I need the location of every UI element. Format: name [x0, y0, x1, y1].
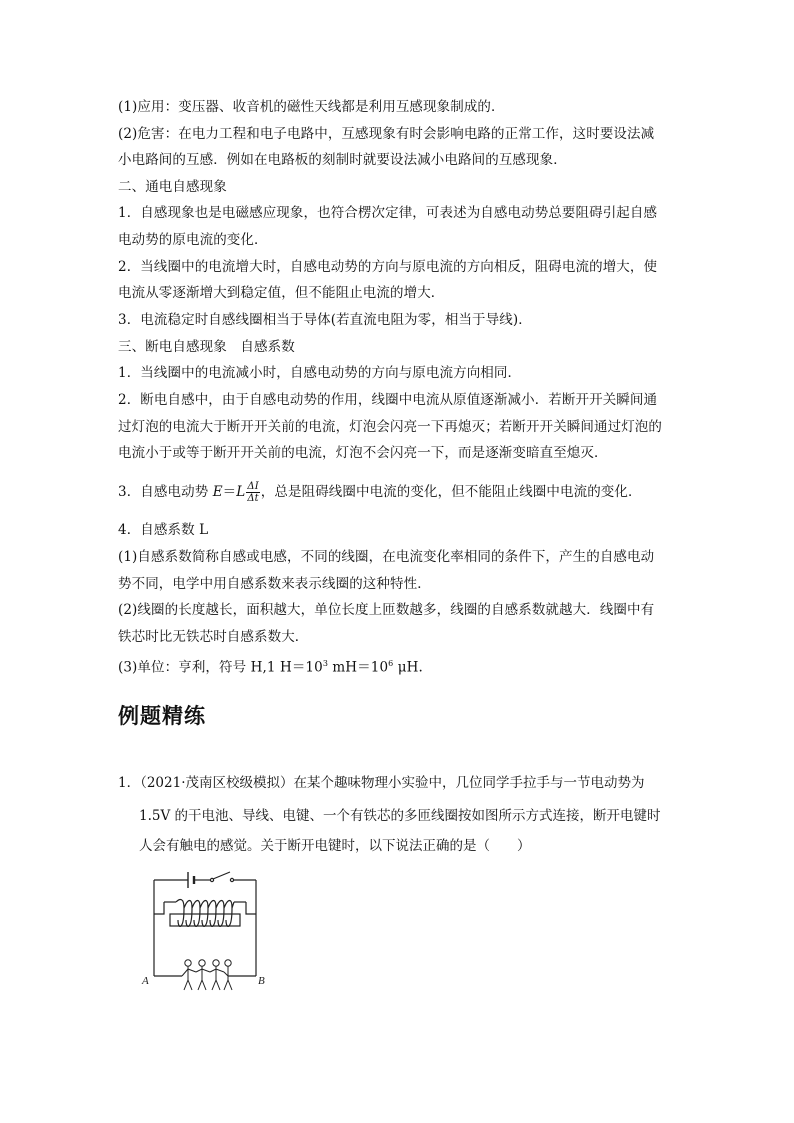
circuit-diagram	[140, 868, 270, 993]
fraction-denominator: Δt	[247, 493, 259, 504]
people-figures	[182, 960, 232, 990]
label-b: B	[258, 975, 265, 987]
unit-text-c: μH.	[393, 659, 423, 676]
unit-line	[118, 654, 423, 678]
section-subheading: 二、通电自感现象	[118, 179, 227, 195]
text-line: 铁芯时比无铁芯时自感系数大．	[118, 629, 309, 645]
text-line: 过灯泡的电流大于断开开关前的电流，灯泡会闪亮一下再熄灭；若断开开关瞬间通过灯泡的	[118, 419, 662, 435]
label-a: A	[142, 975, 149, 987]
formula-prefix: 3．自感电动势	[118, 484, 213, 500]
formula-suffix: ，总是阻碍线圈中电流的变化，但不能阻止线圈中电流的变化．	[260, 484, 642, 500]
text-line: 2．断电自感中，由于自感电动势的作用，线圈中电流从原值逐渐减小．若断开开关瞬间通	[118, 392, 658, 408]
question-line: 1．（2021·茂南区校级模拟）在某个趣味物理小实验中，几位同学手拉手与一节电动势为	[118, 775, 645, 791]
switch-contact	[230, 878, 233, 881]
formula-l: L	[236, 484, 246, 500]
section-subheading: 4．自感系数 L	[118, 522, 209, 538]
wire-coil-left	[154, 902, 164, 914]
text-line: (2)线圈的长度越长，面积越大，单位长度上匝数越多，线圈的自感系数就越大．线圈中有	[118, 602, 655, 618]
formula-line	[118, 481, 642, 504]
text-line: 电流从零逐渐增大到稳定值，但不能阻止电流的增大．	[118, 285, 445, 301]
section-subheading: 三、断电自感现象 自感系数	[118, 339, 295, 355]
text-line: (1)应用：变压器、收音机的磁性天线都是利用互感现象制成的．	[118, 99, 505, 115]
formula-eq: ＝	[222, 484, 237, 500]
formula-fraction	[246, 481, 259, 504]
unit-text-b: mH＝10	[328, 659, 389, 676]
text-line: 电动势的原电流的变化．	[118, 232, 268, 248]
coil-windings	[176, 900, 234, 927]
wire-coil-right	[246, 902, 256, 914]
text-line: 3．电流稳定时自感线圈相当于导体(若直流电阻为零，相当于导线)．	[118, 312, 532, 328]
text-line: 小电路间的互感．例如在电路板的刻制时就要设法减小电路间的互感现象．	[118, 152, 567, 168]
unit-exponent-2: 6	[388, 659, 394, 668]
question-line: 人会有触电的感觉。关于断开电键时，以下说法正确的是（ ）	[139, 838, 531, 854]
text-line: (2)危害：在电力工程和电子电路中，互感现象有时会影响电路的正常工作，这时要设法减	[118, 126, 655, 142]
section-heading: 例题精练	[118, 704, 206, 728]
formula-e: E	[212, 484, 223, 500]
text-line: 2．当线圈中的电流增大时，自感电动势的方向与原电流的方向相反，阻碍电流的增大，使	[118, 259, 658, 275]
question-line: 1.5V 的干电池、导线、电键、一个有铁芯的多匝线圈按如图所示方式连接，断开电键时	[139, 808, 661, 824]
unit-exponent-1: 3	[322, 659, 329, 668]
text-line: 电流小于或等于断开开关前的电流，灯泡不会闪亮一下，而是逐渐变暗直至熄灭．	[118, 445, 608, 461]
text-line: (1)自感系数简称自感或电感，不同的线圈，在电流变化率相同的条件下，产生的自感电动	[118, 549, 655, 565]
text-line: 1．自感现象也是电磁感应现象，也符合楞次定律，可表述为自感电动势总要阻碍引起自感	[118, 205, 658, 221]
unit-text-a: (3)单位：亨利，符号 H,1 H＝10	[118, 659, 323, 676]
text-line: 1．当线圈中的电流减小时，自感电动势的方向与原电流方向相同．	[118, 365, 522, 381]
text-line: 势不同，电学中用自感系数来表示线圈的这种特性．	[118, 576, 431, 592]
fraction-numerator: ΔI	[247, 481, 259, 492]
switch-blade	[213, 872, 230, 879]
